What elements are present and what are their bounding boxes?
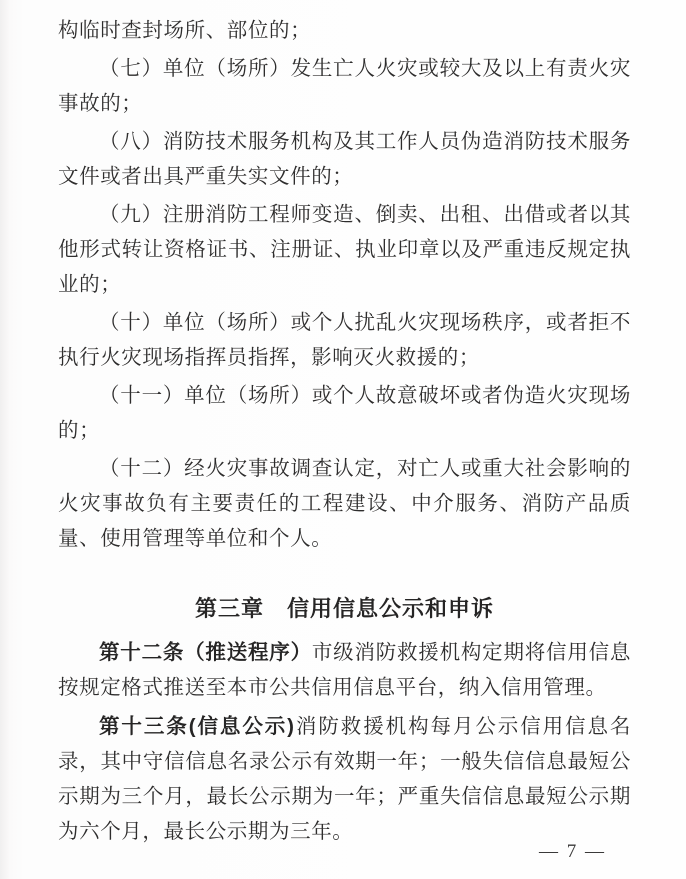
list-item-9: （九）注册消防工程师变造、倒卖、出租、出借或者以其他形式转让资格证书、注册证、执业印章以及严重违反规定执业的； [58, 204, 631, 296]
paragraph-continuation: 构临时查封场所、部位的； [58, 20, 312, 42]
article-12-lead: 第十二条（推送程序） [99, 641, 312, 664]
list-item-8: （八）消防技术服务机构及其工作人员伪造消防技术服务文件或者出具严重失实文件的； [58, 131, 631, 188]
article-12 [58, 635, 631, 706]
list-item-10: （十）单位（场所）或个人扰乱火灾现场秩序，或者拒不执行火灾现场指挥员指挥，影响灭火救援的； [58, 312, 631, 369]
list-item-7: （七）单位（场所）发生亡人火灾或较大及以上有责火灾事故的； [58, 58, 631, 115]
article-13-lead: 第十三条(信息公示) [99, 715, 295, 738]
page-number: — 7 — [539, 841, 606, 862]
article-13-text: 消防救援机构每月公示信用信息名录，其中守信信息名录公示有效期一年；一般失信信息最短公示期为三个月，最长公示期为一年；严重失信信息最短公示期为六个月，最长公示期为三年。 [58, 716, 632, 843]
chapter-heading: 第三章 信用信息公示和申诉 [194, 596, 494, 621]
article-13 [58, 709, 631, 850]
list-item-11: （十一）单位（场所）或个人故意破坏或者伪造火灾现场的； [58, 385, 631, 442]
document-body [58, 14, 631, 853]
list-item-12: （十二）经火灾事故调查认定，对亡人或重大社会影响的火灾事故负有主要责任的工程建设、中介服务、消防产品质量、使用管理等单位和个人。 [58, 458, 631, 550]
article-12-text: 市级消防救援机构定期将信用信息按规定格式推送至本市公共信用信息平台，纳入信用管理。 [58, 642, 631, 699]
